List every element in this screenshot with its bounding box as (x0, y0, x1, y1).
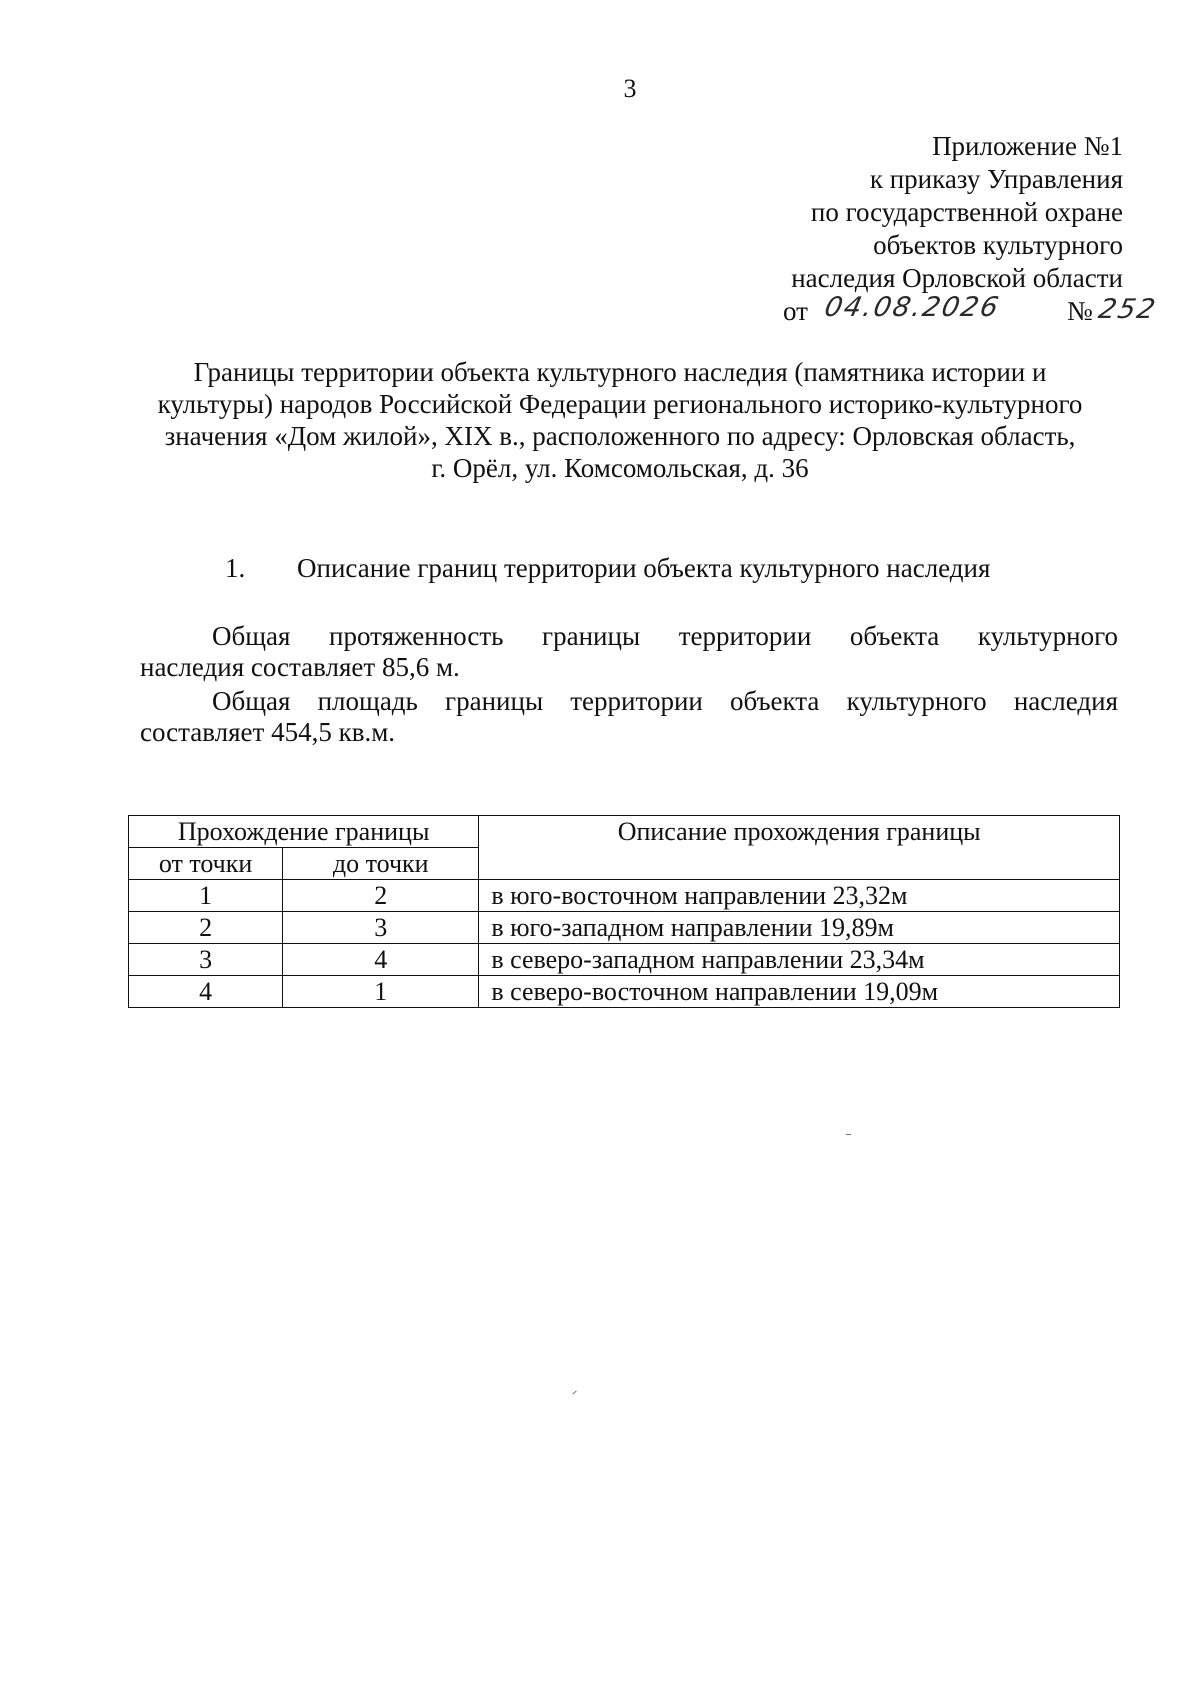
title-line-4: г. Орёл, ул. Комсомольская, д. 36 (431, 453, 809, 483)
cell-to: 1 (283, 976, 479, 1008)
cell-from: 1 (129, 880, 283, 912)
table-row (129, 944, 1120, 976)
header-boundary-passage: Прохождение границы (129, 816, 479, 848)
header-from-point: от точки (129, 848, 283, 880)
cell-to: 3 (283, 912, 479, 944)
paragraph-length (140, 621, 1118, 683)
title-line-1: Границы территории объекта культурного наследия (памятника истории и (193, 357, 1047, 387)
appendix-line-4: объектов культурного (873, 230, 1123, 260)
cell-to: 4 (283, 944, 479, 976)
cell-description: в северо-восточном направлении 19,09м (479, 976, 1120, 1008)
paragraph-area (140, 686, 1118, 748)
cell-from: 4 (129, 976, 283, 1008)
cell-to: 2 (283, 880, 479, 912)
number-prefix: № (1067, 296, 1093, 326)
table-row (129, 976, 1120, 1008)
appendix-block (783, 130, 1160, 331)
document-title (130, 356, 1110, 484)
table-row (129, 912, 1120, 944)
boundary-table (128, 815, 1120, 1008)
section-number: 1. (225, 553, 246, 583)
appendix-line-1: Приложение №1 (932, 131, 1123, 161)
paragraph-area-rest: составляет 454,5 кв.м. (140, 717, 396, 747)
date-prefix: от (783, 296, 808, 326)
page-number: 3 (623, 74, 637, 103)
cell-description: в северо-западном направлении 23,34м (479, 944, 1120, 976)
handwritten-date: 04.08.2026 (821, 292, 1003, 323)
paragraph-area-first-line: Общая площадь границы территории объекта культурного наследия (212, 686, 1118, 716)
appendix-line-3: по государственной охране (810, 197, 1123, 227)
paragraph-length-rest: наследия составляет 85,6 м. (140, 652, 460, 682)
cell-from: 2 (129, 912, 283, 944)
appendix-line-2: к приказу Управления (869, 164, 1123, 194)
title-line-2: культуры) народов Российской Федерации регионального историко-культурного (157, 389, 1083, 419)
scan-speck (846, 1134, 851, 1135)
header-description: Описание прохождения границы (479, 816, 1120, 880)
handwritten-order-number: 252 (1095, 294, 1160, 325)
table-row (129, 880, 1120, 912)
header-to-point: до точки (283, 848, 479, 880)
title-line-3: значения «Дом жилой», XIX в., расположенного по адресу: Орловская область, (164, 421, 1076, 451)
section-title: Описание границ территории объекта культурного наследия (297, 553, 991, 583)
appendix-line-5: наследия Орловской области (791, 263, 1123, 293)
cell-description: в юго-восточном направлении 23,32м (479, 880, 1120, 912)
order-date-number-line (783, 292, 1160, 331)
scan-speck (572, 1391, 576, 1395)
cell-from: 3 (129, 944, 283, 976)
table-header-row (129, 816, 1120, 848)
section-heading (225, 553, 990, 584)
cell-description: в юго-западном направлении 19,89м (479, 912, 1120, 944)
paragraph-length-first-line: Общая протяженность границы территории объекта культурного (212, 621, 1118, 651)
